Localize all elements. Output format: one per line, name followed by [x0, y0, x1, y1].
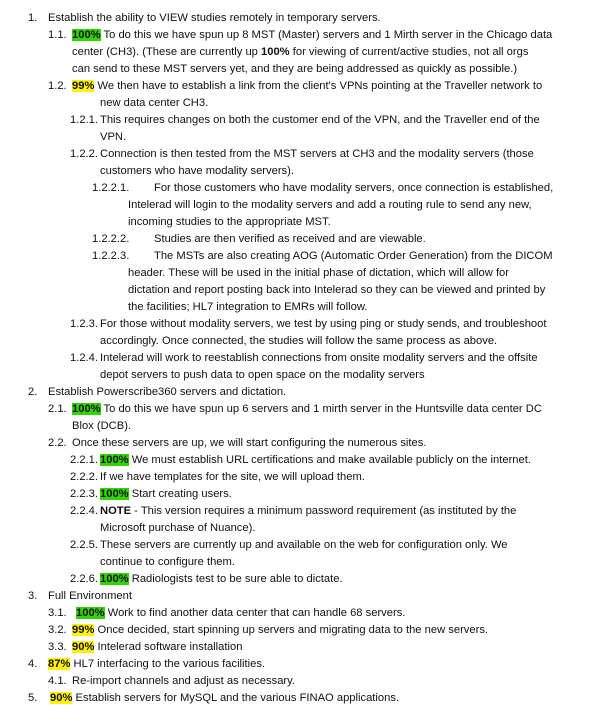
- outline-line: [0, 690, 611, 707]
- outline-line: [0, 214, 611, 231]
- item-text: [100, 350, 538, 367]
- outline-line: [0, 571, 611, 588]
- item-number: 1.2.1.: [70, 114, 98, 126]
- item-number: 1.2.2.2.: [92, 233, 130, 245]
- outline-line: [0, 520, 611, 537]
- outline-line: [0, 316, 611, 333]
- outline-line: [0, 44, 611, 61]
- text-run: dictation and report posting back into Intelerad so they can be viewed and printed by: [128, 284, 546, 296]
- outline-line: [0, 333, 611, 350]
- item-text: [128, 299, 367, 316]
- item-number: 1.2.: [48, 80, 67, 92]
- text-run: can send to these MST servers yet, and they are being addressed as quickly as possible.): [72, 63, 518, 75]
- item-text: [100, 503, 516, 520]
- text-run: Connection is then tested from the MST servers at CH3 and the modality servers (those: [100, 148, 534, 160]
- outline-line: [0, 10, 611, 27]
- outline-line: [0, 469, 611, 486]
- text-run: Re-import channels and adjust as necessary.: [72, 675, 296, 687]
- text-run: Intelerad will work to reestablish connections from onsite modality servers and the offsite: [100, 352, 538, 364]
- item-text: [100, 452, 531, 469]
- text-run: VPN.: [100, 131, 127, 143]
- outline-line: [0, 435, 611, 452]
- item-number: 2.2.1.: [70, 454, 98, 466]
- text-run: We then have to establish a link from the client's VPNs pointing at the Traveller network to: [94, 80, 543, 92]
- outline-line: [0, 265, 611, 282]
- item-text: [100, 163, 294, 180]
- item-text: [72, 401, 542, 418]
- status-percent-in-progress: 99%: [72, 80, 95, 92]
- document-outline: [0, 10, 611, 707]
- item-text: [100, 537, 508, 554]
- text-run: If we have templates for the site, we will upload them.: [100, 471, 365, 483]
- text-run: We must establish URL certifications and make available publicly on the internet.: [128, 454, 531, 466]
- item-text: [128, 265, 509, 282]
- text-run: header. These will be used in the initial phase of dictation, which will allow for: [128, 267, 510, 279]
- status-percent-in-progress: 90%: [50, 692, 73, 704]
- item-text: [48, 656, 265, 673]
- item-number: 3.3.: [48, 641, 67, 653]
- text-run: Intelerad software installation: [94, 641, 243, 653]
- item-text: [76, 605, 405, 622]
- text-run: For those customers who have modality servers, once connection is established,: [154, 182, 554, 194]
- outline-line: [0, 350, 611, 367]
- item-text: [72, 435, 426, 452]
- item-number: 1.: [28, 12, 38, 24]
- outline-line: [0, 112, 611, 129]
- bold-text: 100%: [261, 46, 290, 58]
- status-percent-complete: 100%: [76, 607, 105, 619]
- text-run: Establish servers for MySQL and the various FINAO applications.: [72, 692, 400, 704]
- text-run: Studies are then verified as received and are viewable.: [154, 233, 426, 245]
- status-percent-in-progress: 99%: [72, 624, 95, 636]
- status-percent-in-progress: 87%: [48, 658, 71, 670]
- status-percent-complete: 100%: [100, 573, 129, 585]
- outline-line: [0, 384, 611, 401]
- status-percent-complete: 100%: [72, 29, 101, 41]
- item-number: 1.2.2.: [70, 148, 98, 160]
- outline-line: [0, 27, 611, 44]
- outline-line: [0, 452, 611, 469]
- text-run: accordingly. Once connected, the studies will follow the same process as above.: [100, 335, 498, 347]
- item-text: [100, 112, 540, 129]
- item-text: [100, 129, 126, 146]
- item-text: [72, 639, 242, 656]
- item-text: [100, 486, 232, 503]
- item-text: [100, 469, 365, 486]
- outline-line: [0, 656, 611, 673]
- outline-line: [0, 401, 611, 418]
- item-text: [128, 197, 532, 214]
- outline-line: [0, 486, 611, 503]
- item-number: 2.2.: [48, 437, 67, 449]
- item-number: 3.1.: [48, 607, 67, 619]
- item-number: 1.2.2.1.: [92, 182, 130, 194]
- outline-line: [0, 622, 611, 639]
- outline-line: [0, 639, 611, 656]
- text-run: To do this we have spun up 8 MST (Master) servers and 1 Mirth server in the Chicago data: [100, 29, 553, 41]
- item-number: 2.2.3.: [70, 488, 98, 500]
- text-run: new data center CH3.: [100, 97, 209, 109]
- outline-line: [0, 129, 611, 146]
- text-run: depot servers to push data to open space on the modality servers: [100, 369, 425, 381]
- outline-line: [0, 299, 611, 316]
- item-number: 2.: [28, 386, 38, 398]
- item-number: 2.2.6.: [70, 573, 98, 585]
- item-number: 1.2.4.: [70, 352, 98, 364]
- item-number: 3.2.: [48, 624, 67, 636]
- text-run: Establish the ability to VIEW studies remotely in temporary servers.: [48, 12, 381, 24]
- item-number: 1.1.: [48, 29, 67, 41]
- text-run: This requires changes on both the customer end of the VPN, and the Traveller end of the: [100, 114, 540, 126]
- outline-line: [0, 78, 611, 95]
- text-run: the facilities; HL7 integration to EMRs will follow.: [128, 301, 368, 313]
- item-text: [128, 214, 331, 231]
- status-percent-complete: 100%: [100, 454, 129, 466]
- item-text: [72, 78, 542, 95]
- text-run: The MSTs are also creating AOG (Automatic Order Generation) from the DICOM: [154, 250, 553, 262]
- item-text: [72, 27, 552, 44]
- item-number: 1.2.2.3.: [92, 250, 130, 262]
- item-text: [128, 282, 545, 299]
- outline-line: [0, 418, 611, 435]
- item-text: [100, 367, 425, 384]
- outline-line: [0, 503, 611, 520]
- item-text: [48, 10, 381, 27]
- text-run: Work to find another data center that can handle 68 servers.: [104, 607, 406, 619]
- item-text: [100, 571, 343, 588]
- item-number: 2.2.2.: [70, 471, 98, 483]
- outline-line: [0, 367, 611, 384]
- item-text: [154, 231, 426, 248]
- text-run: HL7 interfacing to the various facilities.: [70, 658, 266, 670]
- item-number: 5.: [28, 692, 38, 704]
- item-text: [48, 384, 286, 401]
- outline-line: [0, 180, 611, 197]
- status-percent-in-progress: 90%: [72, 641, 95, 653]
- text-run: Once these servers are up, we will start configuring the numerous sites.: [72, 437, 427, 449]
- text-run: Intelerad will login to the modality servers and add a routing rule to send any new,: [128, 199, 532, 211]
- item-text: [72, 622, 488, 639]
- item-text: [154, 248, 553, 265]
- item-text: [100, 316, 547, 333]
- item-text: [50, 690, 399, 707]
- outline-line: [0, 95, 611, 112]
- item-text: [100, 95, 208, 112]
- outline-line: [0, 282, 611, 299]
- outline-line: [0, 605, 611, 622]
- status-percent-complete: 100%: [100, 488, 129, 500]
- text-run: To do this we have spun up 6 servers and 1 mirth server in the Huntsville data center DC: [100, 403, 542, 415]
- text-run: - This version requires a minimum password requirement (as instituted by the: [131, 505, 517, 517]
- bold-text: NOTE: [100, 505, 132, 517]
- text-run: Full Environment: [48, 590, 132, 602]
- text-run: These servers are currently up and available on the web for configuration only. We: [100, 539, 508, 551]
- text-run: Establish Powerscribe360 servers and dictation.: [48, 386, 287, 398]
- outline-line: [0, 146, 611, 163]
- outline-line: [0, 588, 611, 605]
- text-run: for viewing of current/active studies, not all orgs: [289, 46, 529, 58]
- outline-line: [0, 554, 611, 571]
- text-run: center (CH3). (These are currently up: [72, 46, 262, 58]
- outline-line: [0, 537, 611, 554]
- item-text: [100, 554, 235, 571]
- item-text: [100, 520, 255, 537]
- outline-line: [0, 163, 611, 180]
- item-number: 2.1.: [48, 403, 67, 415]
- status-percent-complete: 100%: [72, 403, 101, 415]
- outline-line: [0, 248, 611, 265]
- item-text: [72, 44, 528, 61]
- text-run: continue to configure them.: [100, 556, 235, 568]
- item-text: [154, 180, 553, 197]
- item-number: 4.: [28, 658, 38, 670]
- text-run: Microsoft purchase of Nuance).: [100, 522, 256, 534]
- item-text: [72, 673, 295, 690]
- text-run: customers who have modality servers).: [100, 165, 294, 177]
- item-text: [48, 588, 132, 605]
- outline-line: [0, 61, 611, 78]
- outline-line: [0, 673, 611, 690]
- text-run: Blox (DCB).: [72, 420, 132, 432]
- item-number: 4.1.: [48, 675, 67, 687]
- item-number: 1.2.3.: [70, 318, 98, 330]
- outline-line: [0, 197, 611, 214]
- item-text: [100, 333, 497, 350]
- text-run: For those without modality servers, we test by using ping or study sends, and troubleshoot: [100, 318, 547, 330]
- text-run: Once decided, start spinning up servers and migrating data to the new servers.: [94, 624, 489, 636]
- item-number: 2.2.5.: [70, 539, 98, 551]
- item-number: 3.: [28, 590, 38, 602]
- text-run: incoming studies to the appropriate MST.: [128, 216, 331, 228]
- text-run: Start creating users.: [128, 488, 232, 500]
- item-text: [100, 146, 534, 163]
- item-number: 2.2.4.: [70, 505, 98, 517]
- item-text: [72, 418, 131, 435]
- outline-line: [0, 231, 611, 248]
- item-text: [72, 61, 517, 78]
- text-run: Radiologists test to be sure able to dictate.: [128, 573, 343, 585]
